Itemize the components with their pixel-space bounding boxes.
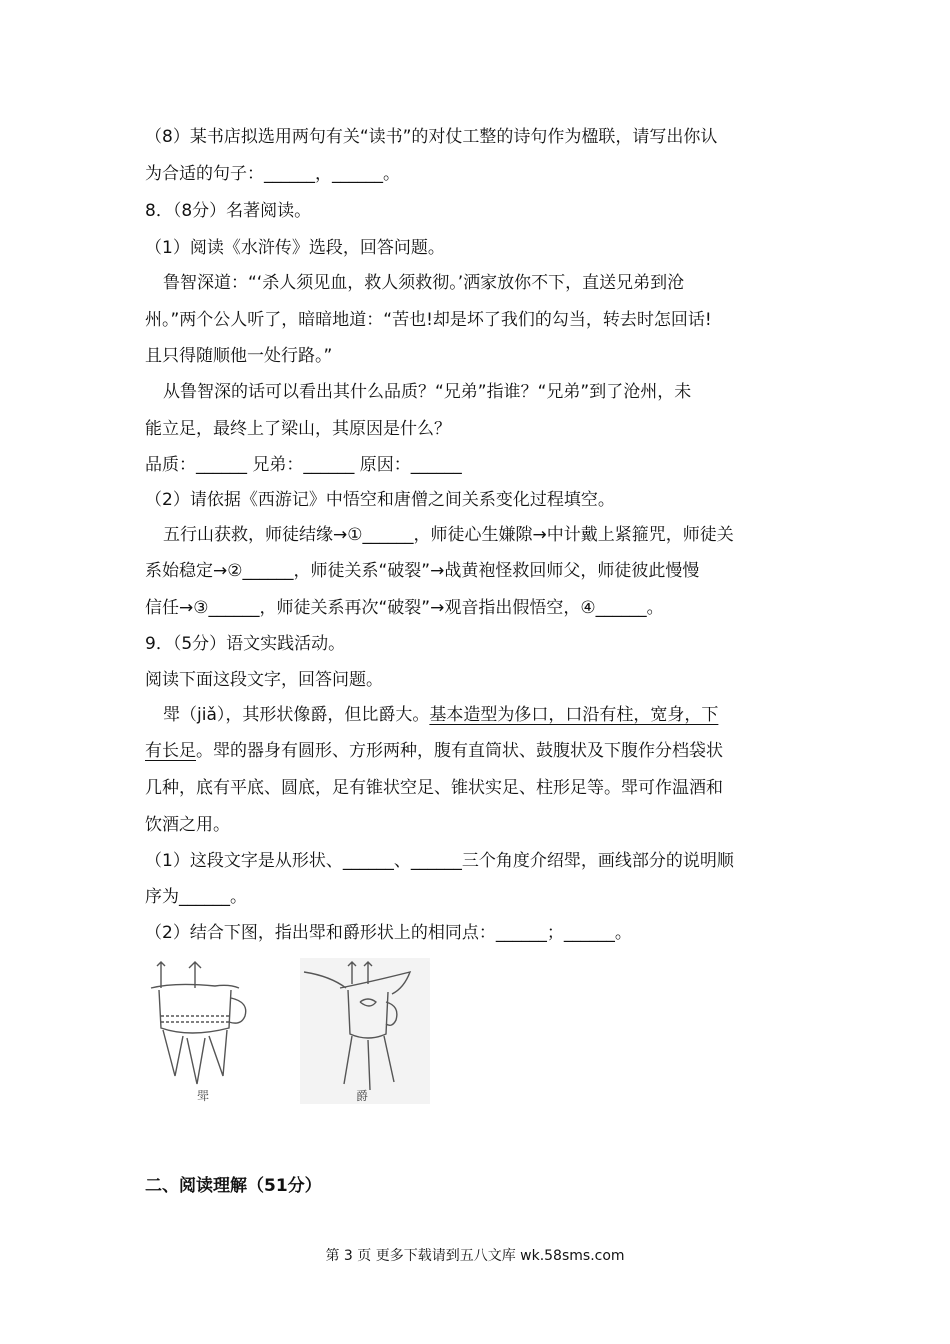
q8-passage-line-2: 州。”两个公人听了，暗暗地道：“苦也!却是坏了我们的勾当，转去时怎回话!	[145, 310, 712, 330]
q9-passage-line-1	[163, 704, 718, 726]
jue-figure-label: 爵	[356, 1089, 369, 1103]
q9-passage-line-2-plain: 。斝的器身有圆形、方形两种，腹有直筒状、鼓腹状及下腹作分档袋状	[196, 741, 723, 761]
q9-passage-line-4: 饮酒之用。	[145, 815, 230, 835]
q9-passage-line-1-plain: 斝（jiǎ），其形状像爵，但比爵大。	[163, 705, 430, 725]
q9-passage-line-3: 几种，底有平底、圆底，足有锥状空足、锥状实足、柱形足等。斝可作温酒和	[145, 778, 723, 798]
q8-fill-line-3: 信任→③______，师徒关系再次“破裂”→观音指出假悟空，④______。	[145, 598, 664, 618]
q8-question-line-1: 从鲁智深的话可以看出其什么品质？“兄弟”指谁？“兄弟”到了沧州，未	[163, 382, 692, 402]
q8-passage-line-3: 且只得随顺他一处行路。”	[145, 346, 333, 366]
jue-vessel-figure	[300, 958, 430, 1104]
q8-passage-line-1: 鲁智深道：“‘杀人须见血，救人须救彻。’洒家放你不下，直送兄弟到沧	[163, 273, 685, 293]
q8-sub1: （1）阅读《水浒传》选段，回答问题。	[145, 238, 445, 258]
q9-sub1-line-1: （1）这段文字是从形状、______、______三个角度介绍斝，画线部分的说明顺	[145, 851, 734, 871]
q9-intro: 阅读下面这段文字，回答问题。	[145, 670, 383, 690]
q8-fill-line-2: 系始稳定→②______，师徒关系“破裂”→战黄袍怪救回师父，师徒彼此慢慢	[145, 561, 700, 581]
q9-passage-line-2	[145, 740, 723, 762]
jia-vessel-figure	[145, 958, 285, 1104]
q9-passage-underlined-1: 基本造型为侈口，口沿有柱，宽身，下	[429, 705, 719, 725]
q8-question-line-2: 能立足，最终上了梁山，其原因是什么？	[145, 419, 451, 439]
jue-vessel-drawing	[300, 958, 430, 1104]
q9-passage-underlined-2: 有长足	[145, 741, 196, 761]
q8-sub2: （2）请依据《西游记》中悟空和唐僧之间关系变化过程填空。	[145, 490, 615, 510]
q7-8-line-2: 为合适的句子：______，______。	[145, 164, 400, 184]
page-footer: 第 3 页 更多下载请到五八文库 wk.58sms.com	[325, 1248, 625, 1264]
q8-title: 8．（8分）名著阅读。	[145, 201, 312, 221]
q8-answer-line: 品质：______ 兄弟：______ 原因：______	[145, 455, 462, 475]
q8-fill-line-1: 五行山获救，师徒结缘→①______，师徒心生嫌隙→中计戴上紧箍咒，师徒关	[163, 525, 734, 545]
jia-figure-label: 斝	[197, 1089, 210, 1103]
q9-sub2: （2）结合下图，指出斝和爵形状上的相同点：______；______。	[145, 923, 632, 943]
section-2-heading: 二、阅读理解（51分）	[145, 1176, 322, 1196]
q7-8-line-1: （8）某书店拟选用两句有关“读书”的对仗工整的诗句作为楹联，请写出你认	[145, 127, 718, 147]
q9-title: 9．（5分）语文实践活动。	[145, 634, 346, 654]
jia-vessel-drawing	[145, 958, 285, 1104]
q9-sub1-line-2: 序为______。	[145, 887, 247, 907]
